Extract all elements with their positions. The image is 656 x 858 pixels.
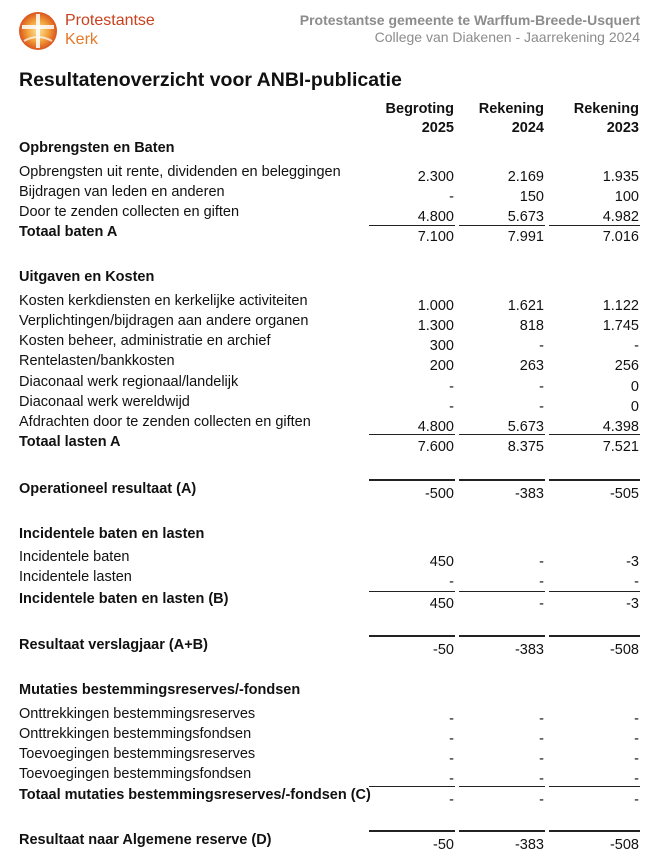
section-heading: Opbrengsten en Baten	[19, 140, 175, 156]
table-row: Kosten kerkdiensten en kerkelijke activiteiten 1.000 1.621 1.122	[19, 293, 639, 314]
logo-text-line2: Kerk	[65, 31, 98, 48]
table-row: Bijdragen van leden en anderen - 150 100	[19, 184, 639, 205]
table-row: Diaconaal werk regionaal/landelijk - - 0	[19, 374, 639, 395]
section-heading: Uitgaven en Kosten	[19, 269, 155, 285]
table-row: Toevoegingen bestemmingsreserves - - -	[19, 746, 639, 767]
total-row: Totaal mutaties bestemmingsreserves/-fondsen (C) - - -	[19, 787, 639, 808]
column-header-rekening-2024: Rekening 2024	[478, 101, 544, 136]
result-row: Resultaat naar Algemene reserve (D) -50 -383 -508	[19, 832, 639, 853]
table-row: Onttrekkingen bestemmingsfondsen - - -	[19, 726, 639, 747]
table-row: Opbrengsten uit rente, dividenden en beleggingen 2.300 2.169 1.935	[19, 164, 639, 185]
table-row: Onttrekkingen bestemmingsreserves - - -	[19, 706, 639, 727]
document-subtitle: College van Diakenen - Jaarrekening 2024	[374, 29, 640, 45]
total-row: Totaal baten A 7.100 7.991 7.016	[19, 224, 639, 245]
logo-cross-icon	[18, 11, 58, 51]
table-row: Verplichtingen/bijdragen aan andere organen 1.300 818 1.745	[19, 313, 639, 334]
section-heading: Mutaties bestemmingsreserves/-fondsen	[19, 682, 301, 698]
document-header	[300, 12, 640, 46]
table-row: Toevoegingen bestemmingsfondsen - - -	[19, 766, 639, 787]
table-row: Incidentele lasten - - -	[19, 569, 639, 590]
logo-text-line1: Protestantse	[65, 12, 155, 29]
column-header-rekening-2023: Rekening 2023	[573, 101, 639, 136]
result-row: Resultaat verslagjaar (A+B) -50 -383 -508	[19, 637, 639, 658]
total-row: Incidentele baten en lasten (B) 450 - -3	[19, 591, 639, 612]
table-row: Incidentele baten 450 - -3	[19, 549, 639, 570]
table-row: Kosten beheer, administratie en archief 300 - -	[19, 333, 639, 354]
table-row: Rentelasten/bankkosten 200 263 256	[19, 353, 639, 374]
organization-name: Protestantse gemeente te Warffum-Breede-Usquert	[299, 12, 640, 28]
result-row: Operationeel resultaat (A) -500 -383 -505	[19, 481, 639, 502]
column-header-begroting-2025: Begroting 2025	[385, 101, 454, 136]
total-row: Totaal lasten A 7.600 8.375 7.521	[19, 434, 639, 455]
protestantse-kerk-logo	[18, 11, 178, 55]
table-row: Diaconaal werk wereldwijd - - 0	[19, 394, 639, 415]
section-heading: Incidentele baten en lasten	[19, 526, 205, 542]
page-title: Resultatenoverzicht voor ANBI-publicatie	[19, 69, 402, 91]
table-row: Afdrachten door te zenden collecten en giften 4.800 5.673 4.398	[19, 414, 639, 435]
table-row: Door te zenden collecten en giften 4.800 5.673 4.982	[19, 204, 639, 225]
